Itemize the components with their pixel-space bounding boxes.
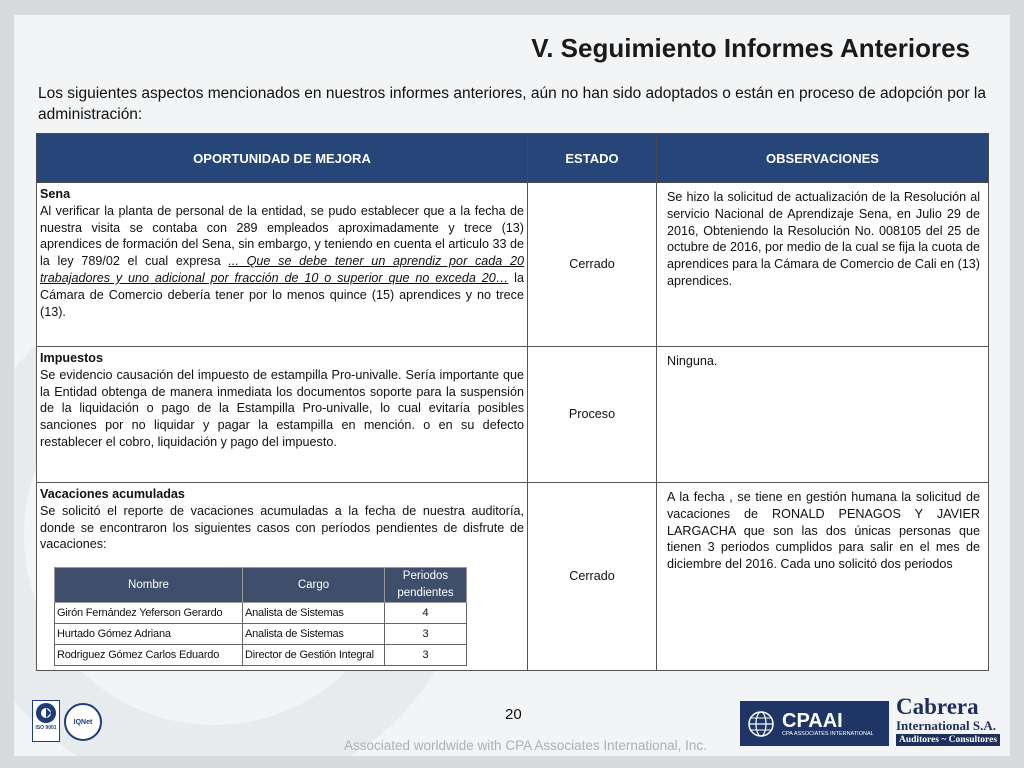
row-text: Al verificar la planta de personal de la entidad, se pudo establecer que a la fecha de nuestra visita se contaba con 289 empleados aproximadamente y trece (13) aprendices de formación del Sena, sin embargo, y teniendo en cuenta el articulo 33 de la ley 789/02 el cual expresa (40, 203, 524, 269)
nombre-cell: Hurtado Gómez Adriana (55, 624, 243, 645)
estado-cell: Proceso (528, 347, 657, 483)
inner-header-row (55, 568, 467, 603)
table-row (37, 183, 989, 347)
cargo-cell: Analista de Sistemas (243, 603, 385, 624)
cargo-cell: Director de Gestión Integral (243, 645, 385, 666)
row-heading: Impuestos (40, 351, 103, 365)
observaciones-cell: Ninguna. (657, 347, 989, 483)
table-row (55, 624, 467, 645)
row-text-after: la Cámara de Comercio debería tener por lo menos quince (15) aprendices y no trece (13). (40, 270, 524, 319)
oportunidad-cell (37, 483, 528, 671)
table-row (55, 645, 467, 666)
iso-certification-logo (32, 700, 60, 742)
periodos-cell: 3 (385, 624, 467, 645)
periodos-cell: 3 (385, 645, 467, 666)
periodos-cell: 4 (385, 603, 467, 624)
cabrera-subtitle: International S.A. (896, 718, 997, 733)
observaciones-cell: A la fecha , se tiene en gestión humana la solicitud de vacaciones de RONALD PENAGOS Y JAVIER LARGACHA que son las dos únicas personas que tienen 3 periodos cumplidos para salir en el mes de diciembre del 2016. Cada uno solicitó dos periodos (657, 483, 989, 671)
row-text: Se solicitó el reporte de vacaciones acumuladas a la fecha de nuestra auditoría, donde se encontraron los siguientes casos con períodos pendientes de disfrute de vacaciones: (40, 503, 524, 552)
nombre-cell: Rodriguez Gómez Carlos Eduardo (55, 645, 243, 666)
column-header-periodos: Periodos pendientes (385, 568, 467, 603)
column-header-estado: ESTADO (528, 134, 657, 183)
cabrera-logo (896, 695, 1000, 747)
row-text: Se evidencio causación del impuesto de estampilla Pro-univalle. Sería importante que la Entidad obtenga de manera inmediata los documentos soporte para la suspensión de la liquidación o pago de la Estampilla Pro-univalle, lo cual evitaría posibles sanciones por no liquidar y pagar la estampilla en mención. o en su defecto restablecer el cobro, liquidación y pago del impuesto. (40, 367, 524, 449)
table-row (55, 603, 467, 624)
vacaciones-table (54, 567, 467, 666)
cpaai-logo (740, 701, 889, 746)
law-quote: ... Que se debe tener un aprendiz por cada 20 trabajadores y uno adicional por fracción de 10 o superior que no exceda 20… (40, 254, 525, 285)
iqnet-label: IQNet (73, 718, 93, 726)
iso-seal-icon (34, 701, 58, 725)
page-number: 20 (505, 706, 522, 723)
page-title: V. Seguimiento Informes Anteriores (531, 33, 970, 63)
cabrera-tagline: Auditores ~ Consultores (896, 734, 1000, 746)
cabrera-name: Cabrera (896, 694, 979, 719)
cargo-cell: Analista de Sistemas (243, 624, 385, 645)
cpaai-subtitle: CPA ASSOCIATES INTERNATIONAL (782, 730, 874, 737)
column-header-observaciones: OBSERVACIONES (657, 134, 989, 183)
column-header-oportunidad: OPORTUNIDAD DE MEJORA (37, 134, 528, 183)
intro-paragraph: Los siguientes aspectos mencionados en nuestros informes anteriores, aún no han sido adoptados o están en proceso de adopción por la administración: (38, 85, 986, 123)
globe-icon (746, 709, 776, 739)
follow-up-table (36, 133, 989, 671)
row-heading: Sena (40, 187, 71, 201)
footer-text: Associated worldwide with CPA Associates International, Inc. (344, 738, 707, 753)
table-row (37, 347, 989, 483)
observaciones-cell: Se hizo la solicitud de actualización de la Resolución al servicio Nacional de Aprendizaje Sena, en Julio 29 de 2016, Obteniendo la Resolución No. 008105 del 25 de octubre de 2016, por medio de la cual se fija la cuota de aprendices para la Cámara de Comercio de Cali en (13) aprendices. (657, 183, 989, 347)
estado-cell: Cerrado (528, 483, 657, 671)
oportunidad-cell (37, 347, 528, 483)
nombre-cell: Girón Fernández Yeferson Gerardo (55, 603, 243, 624)
column-header-nombre: Nombre (55, 568, 243, 603)
iqnet-logo (64, 703, 102, 741)
column-header-cargo: Cargo (243, 568, 385, 603)
row-heading: Vacaciones acumuladas (40, 487, 185, 501)
iso-label: ISO 9001 (35, 725, 57, 731)
cpaai-name: CPAAI (782, 709, 843, 732)
table-row (37, 483, 989, 671)
estado-cell: Cerrado (528, 183, 657, 347)
slide (14, 15, 1010, 756)
oportunidad-cell (37, 183, 528, 347)
table-header-row (37, 134, 989, 183)
